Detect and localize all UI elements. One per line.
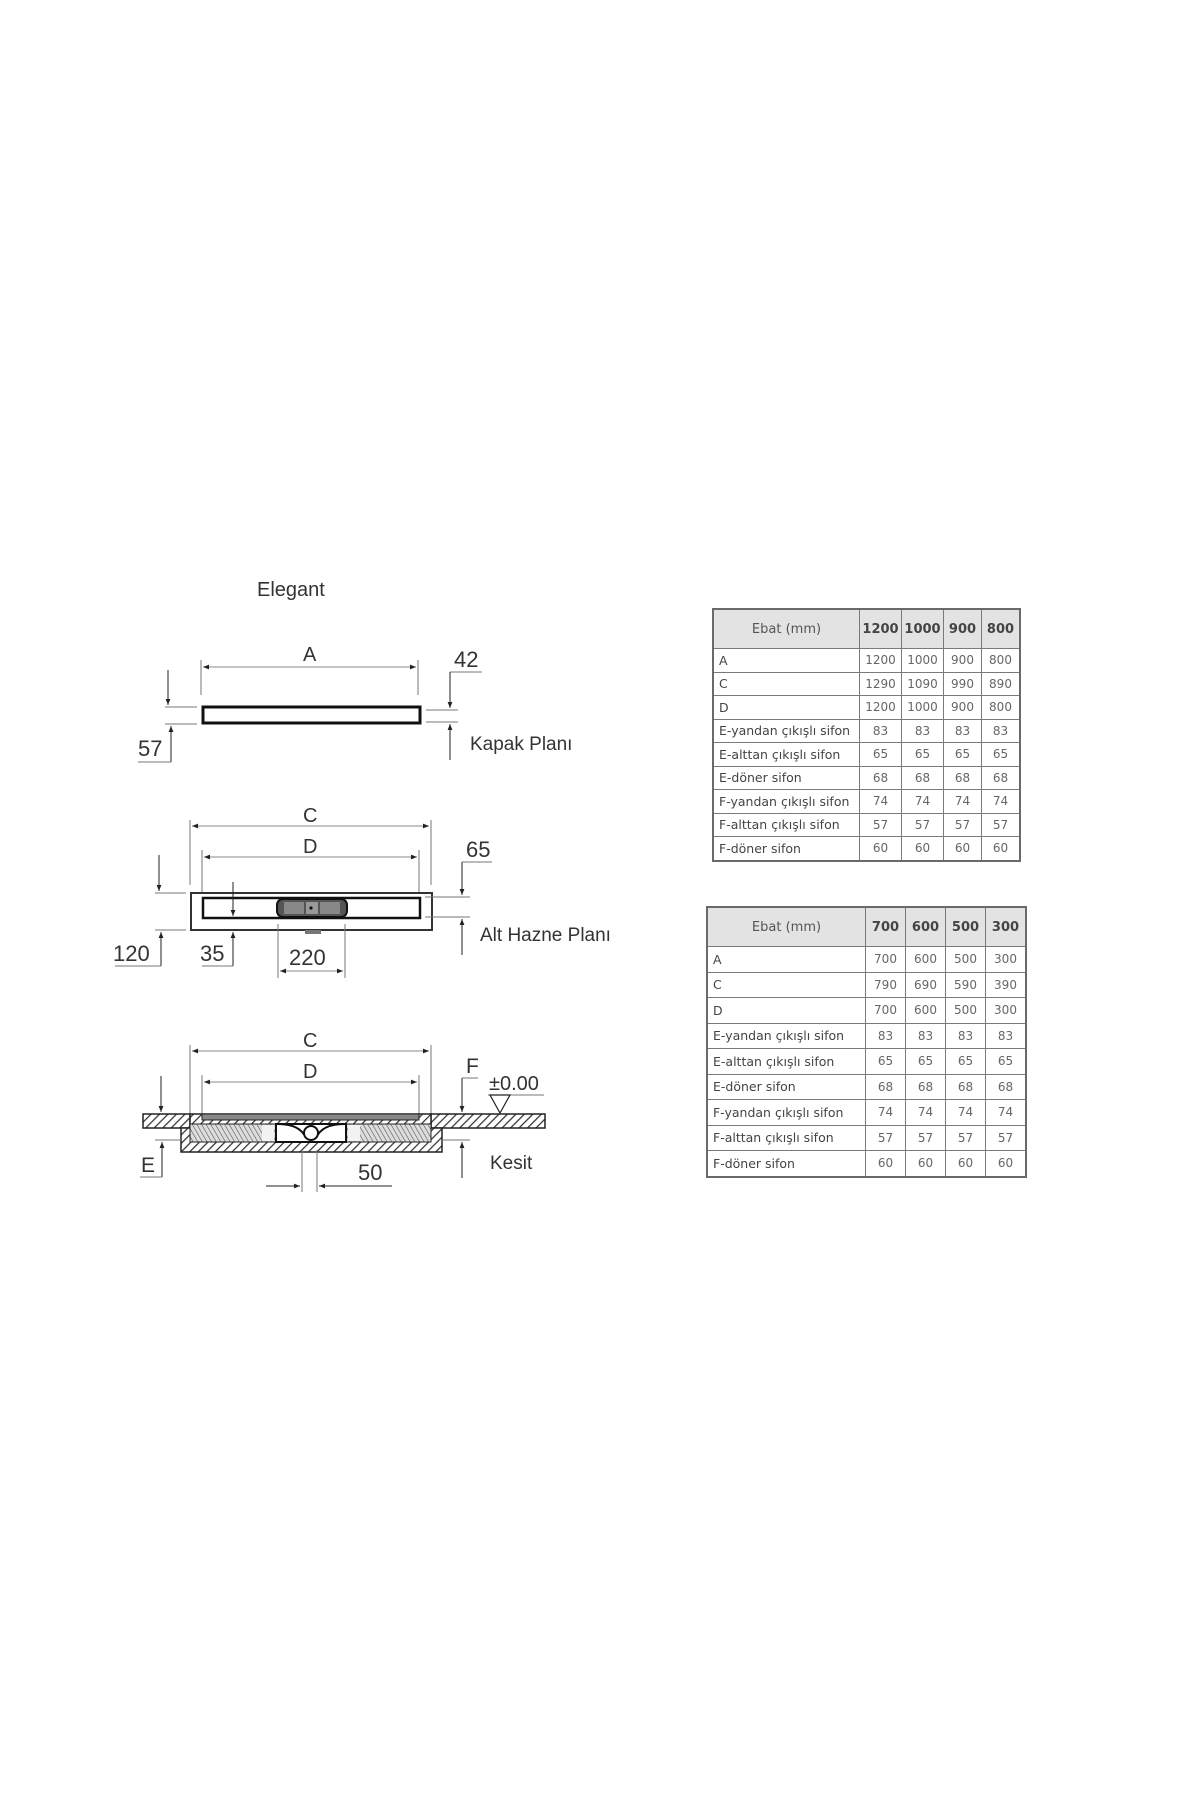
row-label: A xyxy=(707,947,866,973)
cell-value: 83 xyxy=(944,719,982,743)
cell-value: 83 xyxy=(906,1023,946,1049)
cell-value: 57 xyxy=(906,1125,946,1151)
header-size: 600 xyxy=(906,907,946,947)
cell-value: 65 xyxy=(944,743,982,767)
dim-f-label: F xyxy=(466,1055,479,1078)
alt-hazne-plan-view xyxy=(113,805,611,978)
table-row xyxy=(707,998,1026,1024)
row-label: E-yandan çıkışlı sifon xyxy=(707,1023,866,1049)
cell-value: 600 xyxy=(906,998,946,1024)
cell-value: 68 xyxy=(866,1074,906,1100)
row-label: E-yandan çıkışlı sifon xyxy=(713,719,860,743)
table-row xyxy=(713,719,1020,743)
level-label: ±0.00 xyxy=(489,1073,539,1095)
dim-120-label: 120 xyxy=(113,941,150,966)
cell-value: 57 xyxy=(860,813,902,837)
cell-value: 790 xyxy=(866,972,906,998)
cell-value: 65 xyxy=(986,1049,1027,1075)
cell-value: 57 xyxy=(866,1125,906,1151)
cell-value: 83 xyxy=(946,1023,986,1049)
cell-value: 1200 xyxy=(860,649,902,673)
cell-value: 500 xyxy=(946,947,986,973)
cell-value: 900 xyxy=(944,696,982,720)
spec-table-small-sizes xyxy=(706,906,1027,1178)
cell-value: 83 xyxy=(986,1023,1027,1049)
header-size: 1000 xyxy=(902,609,944,649)
cell-value: 68 xyxy=(906,1074,946,1100)
cell-value: 68 xyxy=(944,766,982,790)
cell-value: 57 xyxy=(982,813,1021,837)
row-label: E-döner sifon xyxy=(707,1074,866,1100)
table-row xyxy=(713,649,1020,673)
table-row xyxy=(713,813,1020,837)
dim-42-label: 42 xyxy=(454,647,479,672)
cell-value: 74 xyxy=(982,790,1021,814)
cell-value: 68 xyxy=(982,766,1021,790)
cell-value: 1000 xyxy=(902,649,944,673)
cell-value: 68 xyxy=(860,766,902,790)
table-row xyxy=(713,743,1020,767)
kesit-dim-c-label: C xyxy=(303,1030,318,1052)
cell-value: 74 xyxy=(902,790,944,814)
cell-value: 590 xyxy=(946,972,986,998)
view-alt-hazne-plani-label: Alt Hazne Planı xyxy=(480,925,611,946)
view-kesit-label: Kesit xyxy=(490,1153,533,1174)
cell-value: 57 xyxy=(902,813,944,837)
row-label: F-alttan çıkışlı sifon xyxy=(713,813,860,837)
table-row xyxy=(707,972,1026,998)
header-ebat: Ebat (mm) xyxy=(713,609,860,649)
table-row xyxy=(707,1125,1026,1151)
cell-value: 690 xyxy=(906,972,946,998)
row-label: F-alttan çıkışlı sifon xyxy=(707,1125,866,1151)
cell-value: 1200 xyxy=(860,696,902,720)
cell-value: 65 xyxy=(946,1049,986,1075)
cell-value: 300 xyxy=(986,947,1027,973)
cell-value: 74 xyxy=(986,1100,1027,1126)
cell-value: 83 xyxy=(860,719,902,743)
cell-value: 68 xyxy=(902,766,944,790)
cell-value: 1000 xyxy=(902,696,944,720)
header-size: 800 xyxy=(982,609,1021,649)
cell-value: 1090 xyxy=(902,672,944,696)
row-label: E-alttan çıkışlı sifon xyxy=(713,743,860,767)
cell-value: 600 xyxy=(906,947,946,973)
table-row xyxy=(707,1049,1026,1075)
row-label: D xyxy=(707,998,866,1024)
row-label: A xyxy=(713,649,860,673)
dim-50-label: 50 xyxy=(358,1160,383,1185)
cell-value: 500 xyxy=(946,998,986,1024)
table-header-row xyxy=(713,609,1020,649)
cell-value: 57 xyxy=(944,813,982,837)
cell-value: 60 xyxy=(982,837,1021,861)
cell-value: 700 xyxy=(866,998,906,1024)
table-row xyxy=(707,1074,1026,1100)
table-row xyxy=(713,672,1020,696)
row-label: D xyxy=(713,696,860,720)
dim-c-label: C xyxy=(303,805,318,827)
row-label: F-yandan çıkışlı sifon xyxy=(707,1100,866,1126)
table-row xyxy=(713,790,1020,814)
drawing-title: Elegant xyxy=(257,579,325,601)
table-row xyxy=(707,1023,1026,1049)
cell-value: 65 xyxy=(982,743,1021,767)
row-label: C xyxy=(713,672,860,696)
header-size: 700 xyxy=(866,907,906,947)
dim-65-label: 65 xyxy=(466,837,491,862)
table-header-row xyxy=(707,907,1026,947)
header-size: 900 xyxy=(944,609,982,649)
view-kapak-plani-label: Kapak Planı xyxy=(470,734,573,755)
row-label: F-döner sifon xyxy=(713,837,860,861)
cell-value: 74 xyxy=(906,1100,946,1126)
cell-value: 990 xyxy=(944,672,982,696)
table-row xyxy=(707,1151,1026,1177)
row-label: F-yandan çıkışlı sifon xyxy=(713,790,860,814)
cell-value: 65 xyxy=(902,743,944,767)
cell-value: 60 xyxy=(906,1151,946,1177)
cell-value: 83 xyxy=(902,719,944,743)
dim-e-label: E xyxy=(141,1154,156,1177)
cell-value: 390 xyxy=(986,972,1027,998)
row-label: C xyxy=(707,972,866,998)
header-size: 1200 xyxy=(860,609,902,649)
cell-value: 74 xyxy=(860,790,902,814)
cell-value: 65 xyxy=(866,1049,906,1075)
dim-220-label: 220 xyxy=(289,945,326,970)
cell-value: 890 xyxy=(982,672,1021,696)
cell-value: 1290 xyxy=(860,672,902,696)
cell-value: 65 xyxy=(906,1049,946,1075)
table-row xyxy=(713,766,1020,790)
header-ebat: Ebat (mm) xyxy=(707,907,866,947)
kesit-dim-d-label: D xyxy=(303,1061,318,1083)
cell-value: 60 xyxy=(866,1151,906,1177)
cell-value: 800 xyxy=(982,696,1021,720)
header-size: 500 xyxy=(946,907,986,947)
cell-value: 900 xyxy=(944,649,982,673)
row-label: E-döner sifon xyxy=(713,766,860,790)
row-label: E-alttan çıkışlı sifon xyxy=(707,1049,866,1075)
cell-value: 800 xyxy=(982,649,1021,673)
cell-value: 65 xyxy=(860,743,902,767)
cell-value: 300 xyxy=(986,998,1027,1024)
header-size: 300 xyxy=(986,907,1027,947)
cell-value: 83 xyxy=(982,719,1021,743)
cell-value: 83 xyxy=(866,1023,906,1049)
cell-value: 57 xyxy=(986,1125,1027,1151)
table-row xyxy=(707,947,1026,973)
dim-35-label: 35 xyxy=(200,941,225,966)
dim-57-label: 57 xyxy=(138,736,163,761)
cell-value: 68 xyxy=(986,1074,1027,1100)
cell-value: 60 xyxy=(902,837,944,861)
cell-value: 57 xyxy=(946,1125,986,1151)
dim-a-label: A xyxy=(303,644,317,666)
cell-value: 74 xyxy=(866,1100,906,1126)
row-label: F-döner sifon xyxy=(707,1151,866,1177)
cell-value: 60 xyxy=(944,837,982,861)
dim-d-label: D xyxy=(303,836,318,858)
cell-value: 74 xyxy=(946,1100,986,1126)
cell-value: 74 xyxy=(944,790,982,814)
table-row xyxy=(713,837,1020,861)
table-row xyxy=(707,1100,1026,1126)
kapak-plan-view xyxy=(138,644,572,762)
cell-value: 60 xyxy=(860,837,902,861)
cell-value: 68 xyxy=(946,1074,986,1100)
kesit-section-view xyxy=(140,1030,545,1192)
spec-table-large-sizes xyxy=(712,608,1021,862)
cell-value: 60 xyxy=(946,1151,986,1177)
cell-value: 700 xyxy=(866,947,906,973)
cell-value: 60 xyxy=(986,1151,1027,1177)
table-row xyxy=(713,696,1020,720)
